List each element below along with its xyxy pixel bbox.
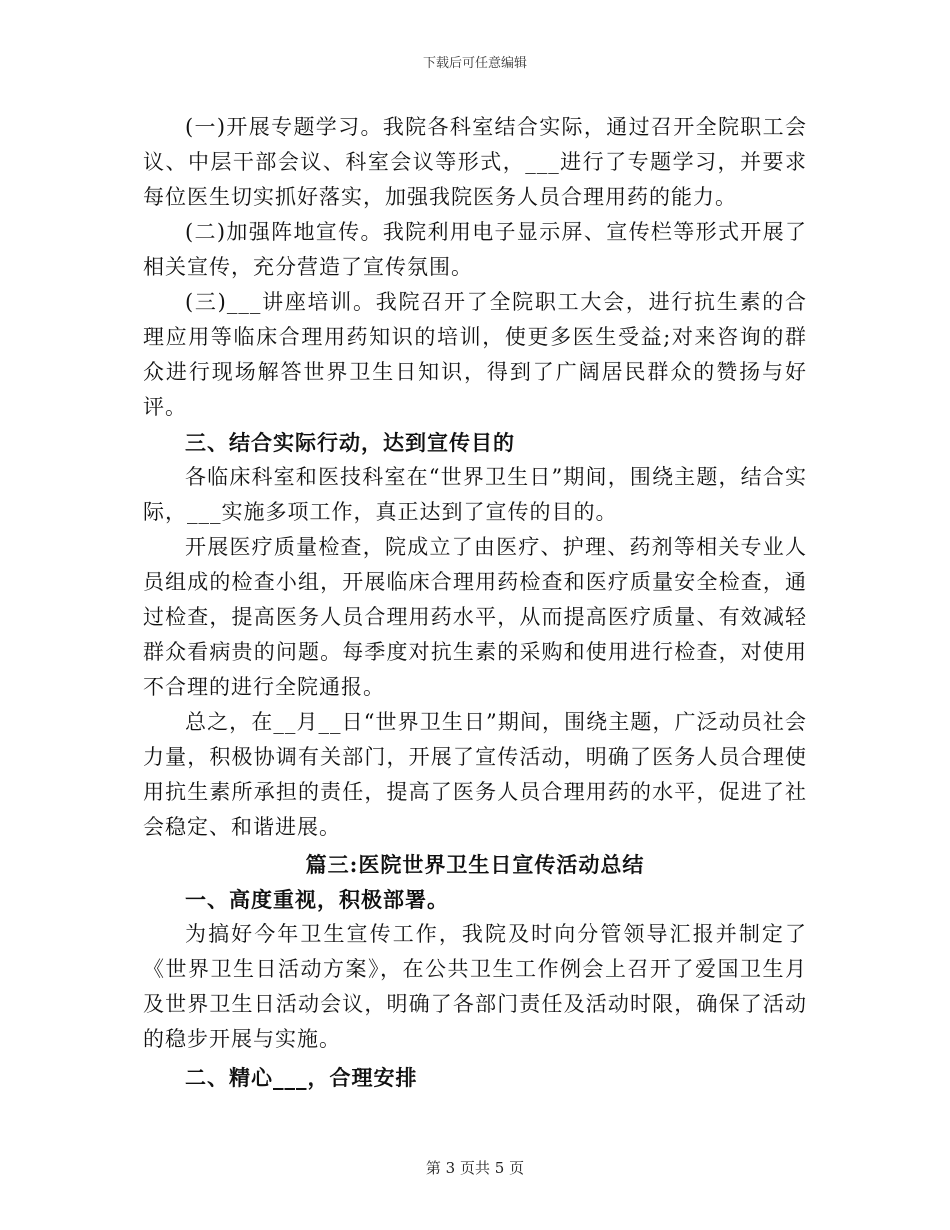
paragraph-quality-check: 开展医疗质量检查，院成立了由医疗、护理、药剂等相关专业人员组成的检查小组，开展临床合理用药检查和医疗质量安全检查，通过检查，提高医务人员合理用药水平，从而提高医疗质量、有效减轻群众看病贵的问题。每季度对抗生素的采购和使用进行检查，对使用不合理的进行全院通报。: [143, 535, 807, 699]
page-footer: 第 3 页共 5 页: [425, 1159, 525, 1177]
paragraph-departments: 各临床科室和医技科室在“世界卫生日”期间，围绕主题，结合实际，___实施多项工作，真正达到了宣传的目的。: [143, 465, 807, 524]
page-header: 下载后可任意编辑: [422, 56, 527, 71]
paragraph-training: (三)___讲座培训。我院召开了全院职工大会，进行抗生素的合理应用等临床合理用药知识的培训，使更多医生受益;对来咨询的群众进行现场解答世界卫生日知识，得到了广阔居民群众的赞扬与好评。: [143, 290, 807, 419]
paragraph-publicity: (二)加强阵地宣传。我院利用电子显示屏、宣传栏等形式开展了相关宣传，充分营造了宣传氛围。: [143, 220, 807, 279]
paragraph-study: (一)开展专题学习。我院各科室结合实际，通过召开全院职工会议、中层干部会议、科室会议等形式，___进行了专题学习，并要求每位医生切实抓好落实，加强我院医务人员合理用药的能力。: [143, 115, 807, 209]
heading-action: 三、结合实际行动，达到宣传目的: [185, 430, 515, 455]
document-body: [143, 110, 807, 1095]
paragraph-summary: 总之，在__月__日“世界卫生日”期间，围绕主题，广泛动员社会力量，积极协调有关部门，开展了宣传活动，明确了医务人员合理使用抗生素所承担的责任，提高了医务人员合理用药的水平，促进了社会稳定、和谐进展。: [143, 710, 807, 839]
section-title: 篇三:医院世界卫生日宣传活动总结: [305, 852, 645, 877]
paragraph-plan: 为搞好今年卫生宣传工作，我院及时向分管领导汇报并制定了《世界卫生日活动方案》，在公共卫生工作例会上召开了爱国卫生月及世界卫生日活动会议，明确了各部门责任及活动时限，确保了活动的稳步开展与实施。: [143, 922, 807, 1051]
heading-arrange: 二、精心___，合理安排: [185, 1065, 418, 1090]
heading-deploy: 一、高度重视，积极部署。: [185, 887, 449, 912]
